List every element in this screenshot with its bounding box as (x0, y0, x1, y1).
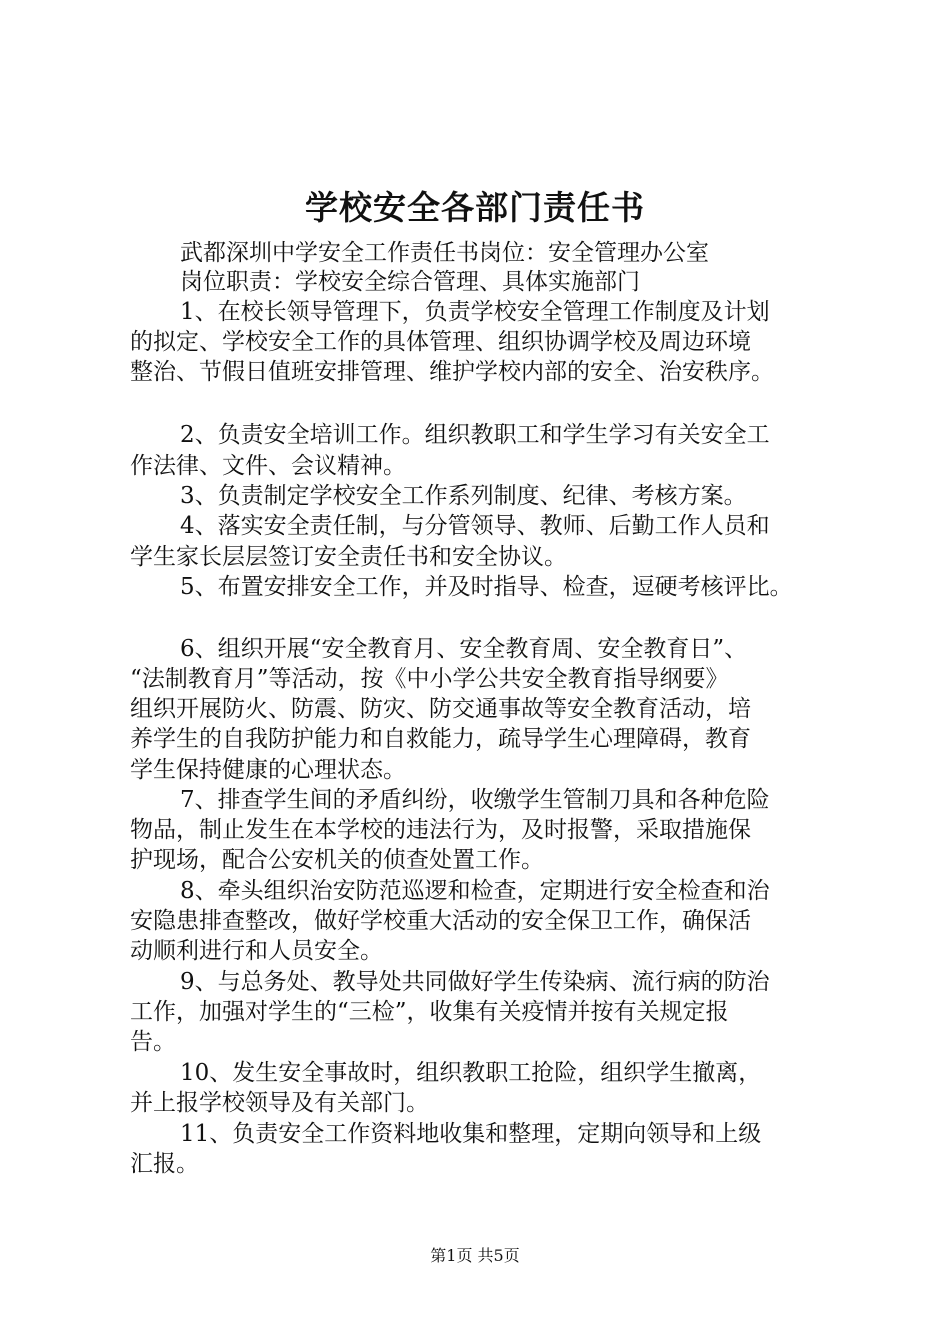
text-line: 2、负责安全培训工作。组织教职工和学生学习有关安全工 (180, 422, 770, 448)
text-line: 物品，制止发生在本学校的违法行为，及时报警，采取措施保 (130, 817, 751, 843)
text-line: 动顺利进行和人员安全。 (130, 938, 383, 964)
text-line: 学生保持健康的心理状态。 (130, 757, 406, 783)
text-line: 10、发生安全事故时，组织教职工抢险，组织学生撤离， (180, 1060, 762, 1086)
text-line: 9、与总务处、教导处共同做好学生传染病、流行病的防治 (180, 969, 770, 995)
text-line: 并上报学校领导及有关部门。 (130, 1090, 429, 1116)
text-line: 1、在校长领导管理下，负责学校安全管理工作制度及计划 (180, 299, 770, 325)
text-line: 岗位职责：学校安全综合管理、具体实施部门 (180, 269, 640, 295)
text-line: 告。 (130, 1029, 176, 1055)
text-line: 作法律、文件、会议精神。 (130, 453, 406, 479)
text-line: 11、负责安全工作资料地收集和整理，定期向领导和上级 (180, 1121, 762, 1147)
document-title: 学校安全各部门责任书 (305, 188, 645, 227)
text-line: 整治、节假日值班安排管理、维护学校内部的安全、治安秩序。 (130, 359, 774, 385)
text-line: 汇报。 (130, 1151, 199, 1177)
text-line: 8、牵头组织治安防范巡逻和检查，定期进行安全检查和治 (180, 878, 770, 904)
text-line: 安隐患排查整改，做好学校重大活动的安全保卫工作，确保活 (130, 908, 751, 934)
text-line: 6、组织开展“安全教育月、安全教育周、安全教育日”、 (180, 636, 748, 662)
text-line: 养学生的自我防护能力和自救能力，疏导学生心理障碍，教育 (130, 726, 751, 752)
page-number: 第1页 共5页 (430, 1246, 520, 1265)
text-line: 7、排查学生间的矛盾纠纷，收缴学生管制刀具和各种危险 (180, 787, 770, 813)
text-line: 5、布置安排安全工作，并及时指导、检查，逗硬考核评比。 (180, 574, 793, 600)
text-line: 组织开展防火、防震、防灾、防交通事故等安全教育活动，培 (130, 696, 751, 722)
text-line: 武都深圳中学安全工作责任书岗位：安全管理办公室 (180, 240, 709, 266)
text-line: 4、落实安全责任制，与分管领导、教师、后勤工作人员和 (180, 513, 770, 539)
text-line: “法制教育月”等活动，按《中小学公共安全教育指导纲要》 (130, 666, 729, 692)
text-line: 3、负责制定学校安全工作系列制度、纪律、考核方案。 (180, 483, 747, 509)
text-line: 护现场，配合公安机关的侦查处置工作。 (130, 847, 544, 873)
text-line: 工作，加强对学生的“三检”，收集有关疫情并按有关规定报 (130, 999, 729, 1025)
text-line: 的拟定、学校安全工作的具体管理、组织协调学校及周边环境 (130, 329, 751, 355)
text-line: 学生家长层层签订安全责任书和安全协议。 (130, 544, 567, 570)
